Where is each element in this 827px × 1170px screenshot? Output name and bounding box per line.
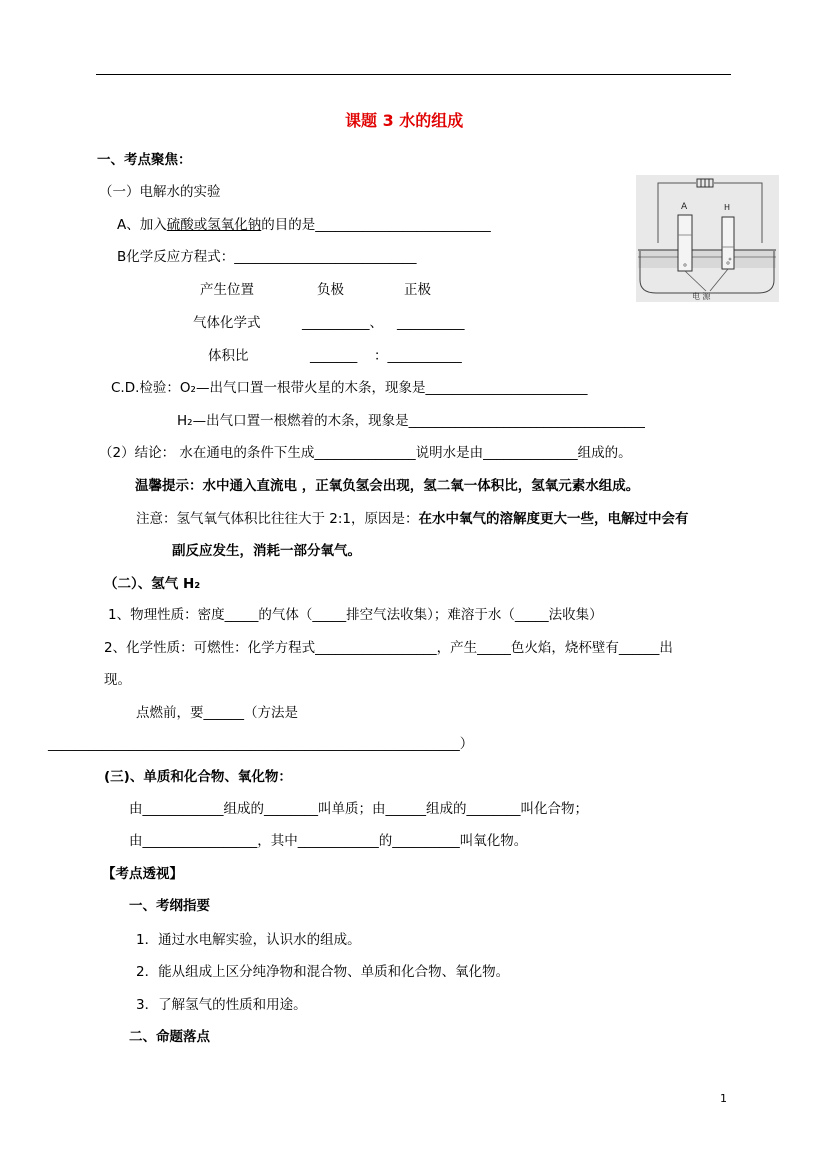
note-plain: 注意：氢气氧气体积比往往大于 2:1，原因是：	[136, 511, 419, 527]
table-r1-c2: 负极	[317, 282, 344, 298]
table-r2-c1: 气体化学式	[193, 315, 261, 331]
section-heading-1: 一、考点聚焦：	[97, 152, 192, 168]
tube-a-label: A	[681, 202, 688, 212]
section-heading-3: (三)、单质和化合物、氧化物：	[104, 769, 292, 785]
syllabus-item-3: 3．了解氢气的性质和用途。	[136, 997, 307, 1013]
chemical-property-cont: 现。	[104, 672, 131, 688]
subsection-electrolysis: （一）电解水的实验	[99, 184, 221, 200]
syllabus-item-2: 2．能从组成上区分纯净物和混合物、单质和化合物、氧化物。	[136, 964, 510, 980]
page-number: 1	[720, 1092, 727, 1105]
note-line-2: 副反应发生，消耗一部分氧气。	[172, 543, 361, 559]
table-r3-c2: _______	[310, 348, 358, 364]
power-label: 电 源	[692, 292, 711, 301]
oxide-definition: 由_________________，其中____________的__________叫氧化物。	[129, 833, 528, 849]
page-title: 课题 3 水的组成	[345, 111, 464, 130]
table-r3-c1: 体积比	[208, 348, 249, 364]
note-bold: 在水中氧气的溶解度更大一些，电解过中会有	[418, 511, 689, 527]
chemical-property: 2、化学性质：可燃性：化学方程式__________________，产生_____色火焰，烧杯壁有______出	[104, 640, 673, 656]
ignite-line: _____________________________________________________________）	[48, 736, 474, 752]
check-oxygen: C.D.检验：O₂—出气口置一根带火星的木条，现象是________________________	[111, 380, 588, 396]
ignite-note: 点燃前，要______（方法是	[136, 705, 298, 721]
tube-b-label: H	[724, 203, 731, 212]
header-rule	[96, 74, 731, 75]
table-r3-c3: ：___________	[374, 348, 462, 364]
note-line-1	[136, 510, 689, 528]
syllabus-heading: 一、考纲指要	[129, 898, 210, 914]
section-heading-4: 【考点透视】	[102, 866, 183, 882]
electrolysis-apparatus-figure	[636, 175, 779, 302]
tip: 温馨提示：水中通入直流电 ，正氧负氢会出现，氢二氧一体积比，氢氧元素水组成。	[135, 478, 640, 494]
line-a-emphasis: 硫酸或氢氧化钠	[166, 217, 262, 233]
physical-property: 1、物理性质：密度_____的气体（_____排空气法收集）；难溶于水（_____法收集）	[108, 607, 603, 623]
check-hydrogen: H₂—出气口置一根燃着的木条，现象是___________________________________	[177, 413, 645, 429]
table-r2-c2: __________、	[302, 315, 383, 331]
table-r2-c3: __________	[397, 315, 465, 331]
line-a-suffix: 的目的是__________________________	[261, 217, 491, 233]
table-r1-c1: 产生位置	[200, 282, 254, 298]
table-r1-c3: 正极	[404, 282, 431, 298]
line-a	[117, 216, 491, 234]
section-heading-2: （二）、氢气 H₂	[104, 576, 201, 592]
syllabus-item-1: 1．通过水电解实验，认识水的组成。	[136, 932, 361, 948]
line-b: B化学反应方程式：___________________________	[117, 249, 417, 265]
line-a-prefix: A、加入	[117, 217, 167, 233]
exam-points-heading: 二、命题落点	[129, 1029, 210, 1045]
conclusion: （2）结论： 水在通电的条件下生成_______________说明水是由______________组成的。	[99, 445, 632, 461]
element-definition: 由____________组成的________叫单质；由______组成的________叫化合物；	[129, 801, 588, 817]
